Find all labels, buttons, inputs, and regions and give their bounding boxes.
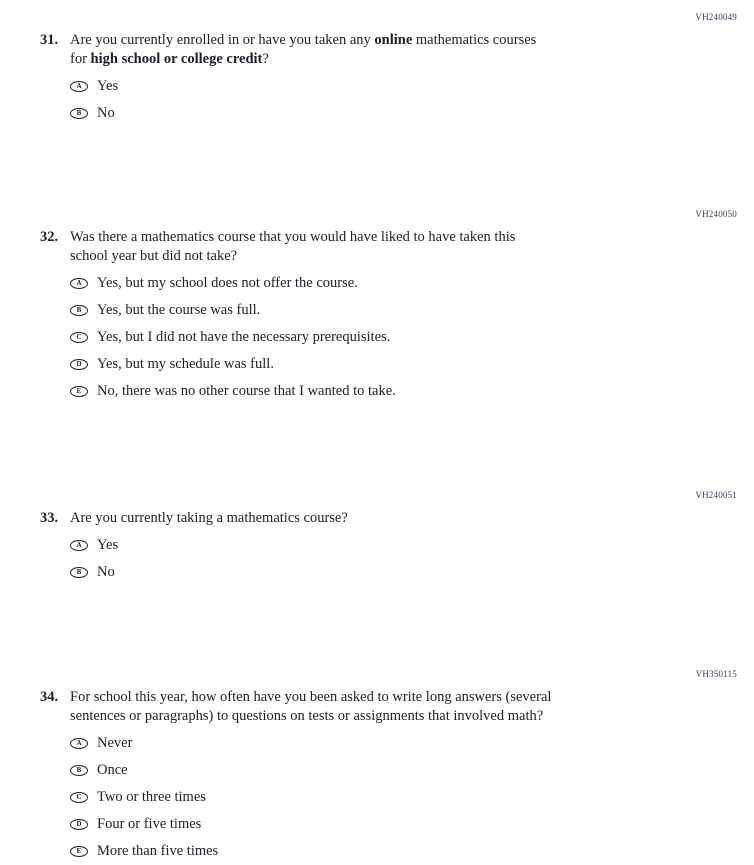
option-label: Two or three times — [97, 789, 206, 805]
radio-bubble-icon[interactable] — [70, 332, 88, 343]
option-letter: B — [76, 109, 82, 117]
radio-bubble-icon[interactable] — [70, 819, 88, 830]
question-31 — [0, 13, 754, 127]
option-letter: E — [76, 387, 82, 395]
radio-bubble-icon[interactable] — [70, 846, 88, 857]
radio-bubble-icon[interactable] — [70, 540, 88, 551]
option-label: Yes, but the course was full. — [97, 302, 261, 318]
options-list — [0, 270, 754, 405]
question-34 — [0, 670, 754, 865]
prompt-line: Are you currently enrolled in or have you taken any online mathematics courses — [70, 32, 537, 48]
radio-bubble-icon[interactable] — [70, 792, 88, 803]
answer-option[interactable] — [70, 730, 754, 757]
prompt-line: for high school or college credit? — [70, 51, 269, 67]
options-list — [0, 730, 754, 865]
answer-option[interactable] — [70, 784, 754, 811]
option-label: No — [97, 564, 115, 580]
radio-bubble-icon[interactable] — [70, 278, 88, 289]
answer-option[interactable] — [70, 757, 754, 784]
option-letter: B — [76, 568, 82, 576]
option-letter: A — [76, 279, 82, 287]
question-prompt — [70, 688, 551, 726]
answer-option[interactable] — [70, 324, 754, 351]
option-letter: A — [76, 541, 82, 549]
option-label: Yes, but my school does not offer the course. — [97, 275, 358, 291]
answer-option[interactable] — [70, 73, 754, 100]
question-number: 31. — [40, 32, 59, 48]
radio-bubble-icon[interactable] — [70, 108, 88, 119]
radio-bubble-icon[interactable] — [70, 81, 88, 92]
prompt-line: Was there a mathematics course that you would have liked to have taken this — [70, 229, 516, 245]
options-list — [0, 532, 754, 586]
option-label: No, there was no other course that I wanted to take. — [97, 383, 396, 399]
question-33 — [0, 491, 754, 586]
option-label: Yes — [97, 78, 119, 94]
question-number: 34. — [40, 689, 59, 705]
option-letter: C — [76, 333, 82, 341]
option-label: Yes — [97, 537, 119, 553]
radio-bubble-icon[interactable] — [70, 765, 88, 776]
option-label: Yes, but I did not have the necessary prerequisites. — [97, 329, 391, 345]
question-code: VH240051 — [695, 490, 737, 500]
radio-bubble-icon[interactable] — [70, 359, 88, 370]
answer-option[interactable] — [70, 378, 754, 405]
answer-option[interactable] — [70, 559, 754, 586]
question-code: VH240049 — [695, 12, 737, 22]
option-letter: C — [76, 793, 82, 801]
radio-bubble-icon[interactable] — [70, 567, 88, 578]
option-letter: A — [76, 82, 82, 90]
option-letter: B — [76, 306, 82, 314]
question-prompt — [70, 31, 536, 69]
answer-option[interactable] — [70, 100, 754, 127]
option-letter: A — [76, 739, 82, 747]
option-label: No — [97, 105, 115, 121]
question-number: 32. — [40, 229, 59, 245]
answer-option[interactable] — [70, 811, 754, 838]
question-32 — [0, 210, 754, 405]
option-label: Yes, but my schedule was full. — [97, 356, 274, 372]
prompt-line: Are you currently taking a mathematics course? — [70, 510, 348, 526]
answer-option[interactable] — [70, 270, 754, 297]
prompt-line: sentences or paragraphs) to questions on tests or assignments that involved math? — [70, 708, 544, 724]
prompt-line: For school this year, how often have you been asked to write long answers (several — [70, 689, 552, 705]
radio-bubble-icon[interactable] — [70, 738, 88, 749]
option-label: Once — [97, 762, 128, 778]
question-prompt — [70, 509, 348, 528]
option-letter: B — [76, 766, 82, 774]
question-prompt — [70, 228, 515, 266]
options-list — [0, 73, 754, 127]
option-letter: D — [76, 360, 82, 368]
option-label: Four or five times — [97, 816, 202, 832]
option-label: Never — [97, 735, 133, 751]
question-number: 33. — [40, 510, 59, 526]
option-label: More than five times — [97, 843, 219, 859]
answer-option[interactable] — [70, 297, 754, 324]
answer-option[interactable] — [70, 838, 754, 865]
option-letter: D — [76, 820, 82, 828]
prompt-line: school year but did not take? — [70, 248, 238, 264]
question-code: VH240050 — [695, 209, 737, 219]
answer-option[interactable] — [70, 351, 754, 378]
radio-bubble-icon[interactable] — [70, 305, 88, 316]
option-letter: E — [76, 847, 82, 855]
answer-option[interactable] — [70, 532, 754, 559]
radio-bubble-icon[interactable] — [70, 386, 88, 397]
question-code: VH350115 — [695, 669, 737, 679]
